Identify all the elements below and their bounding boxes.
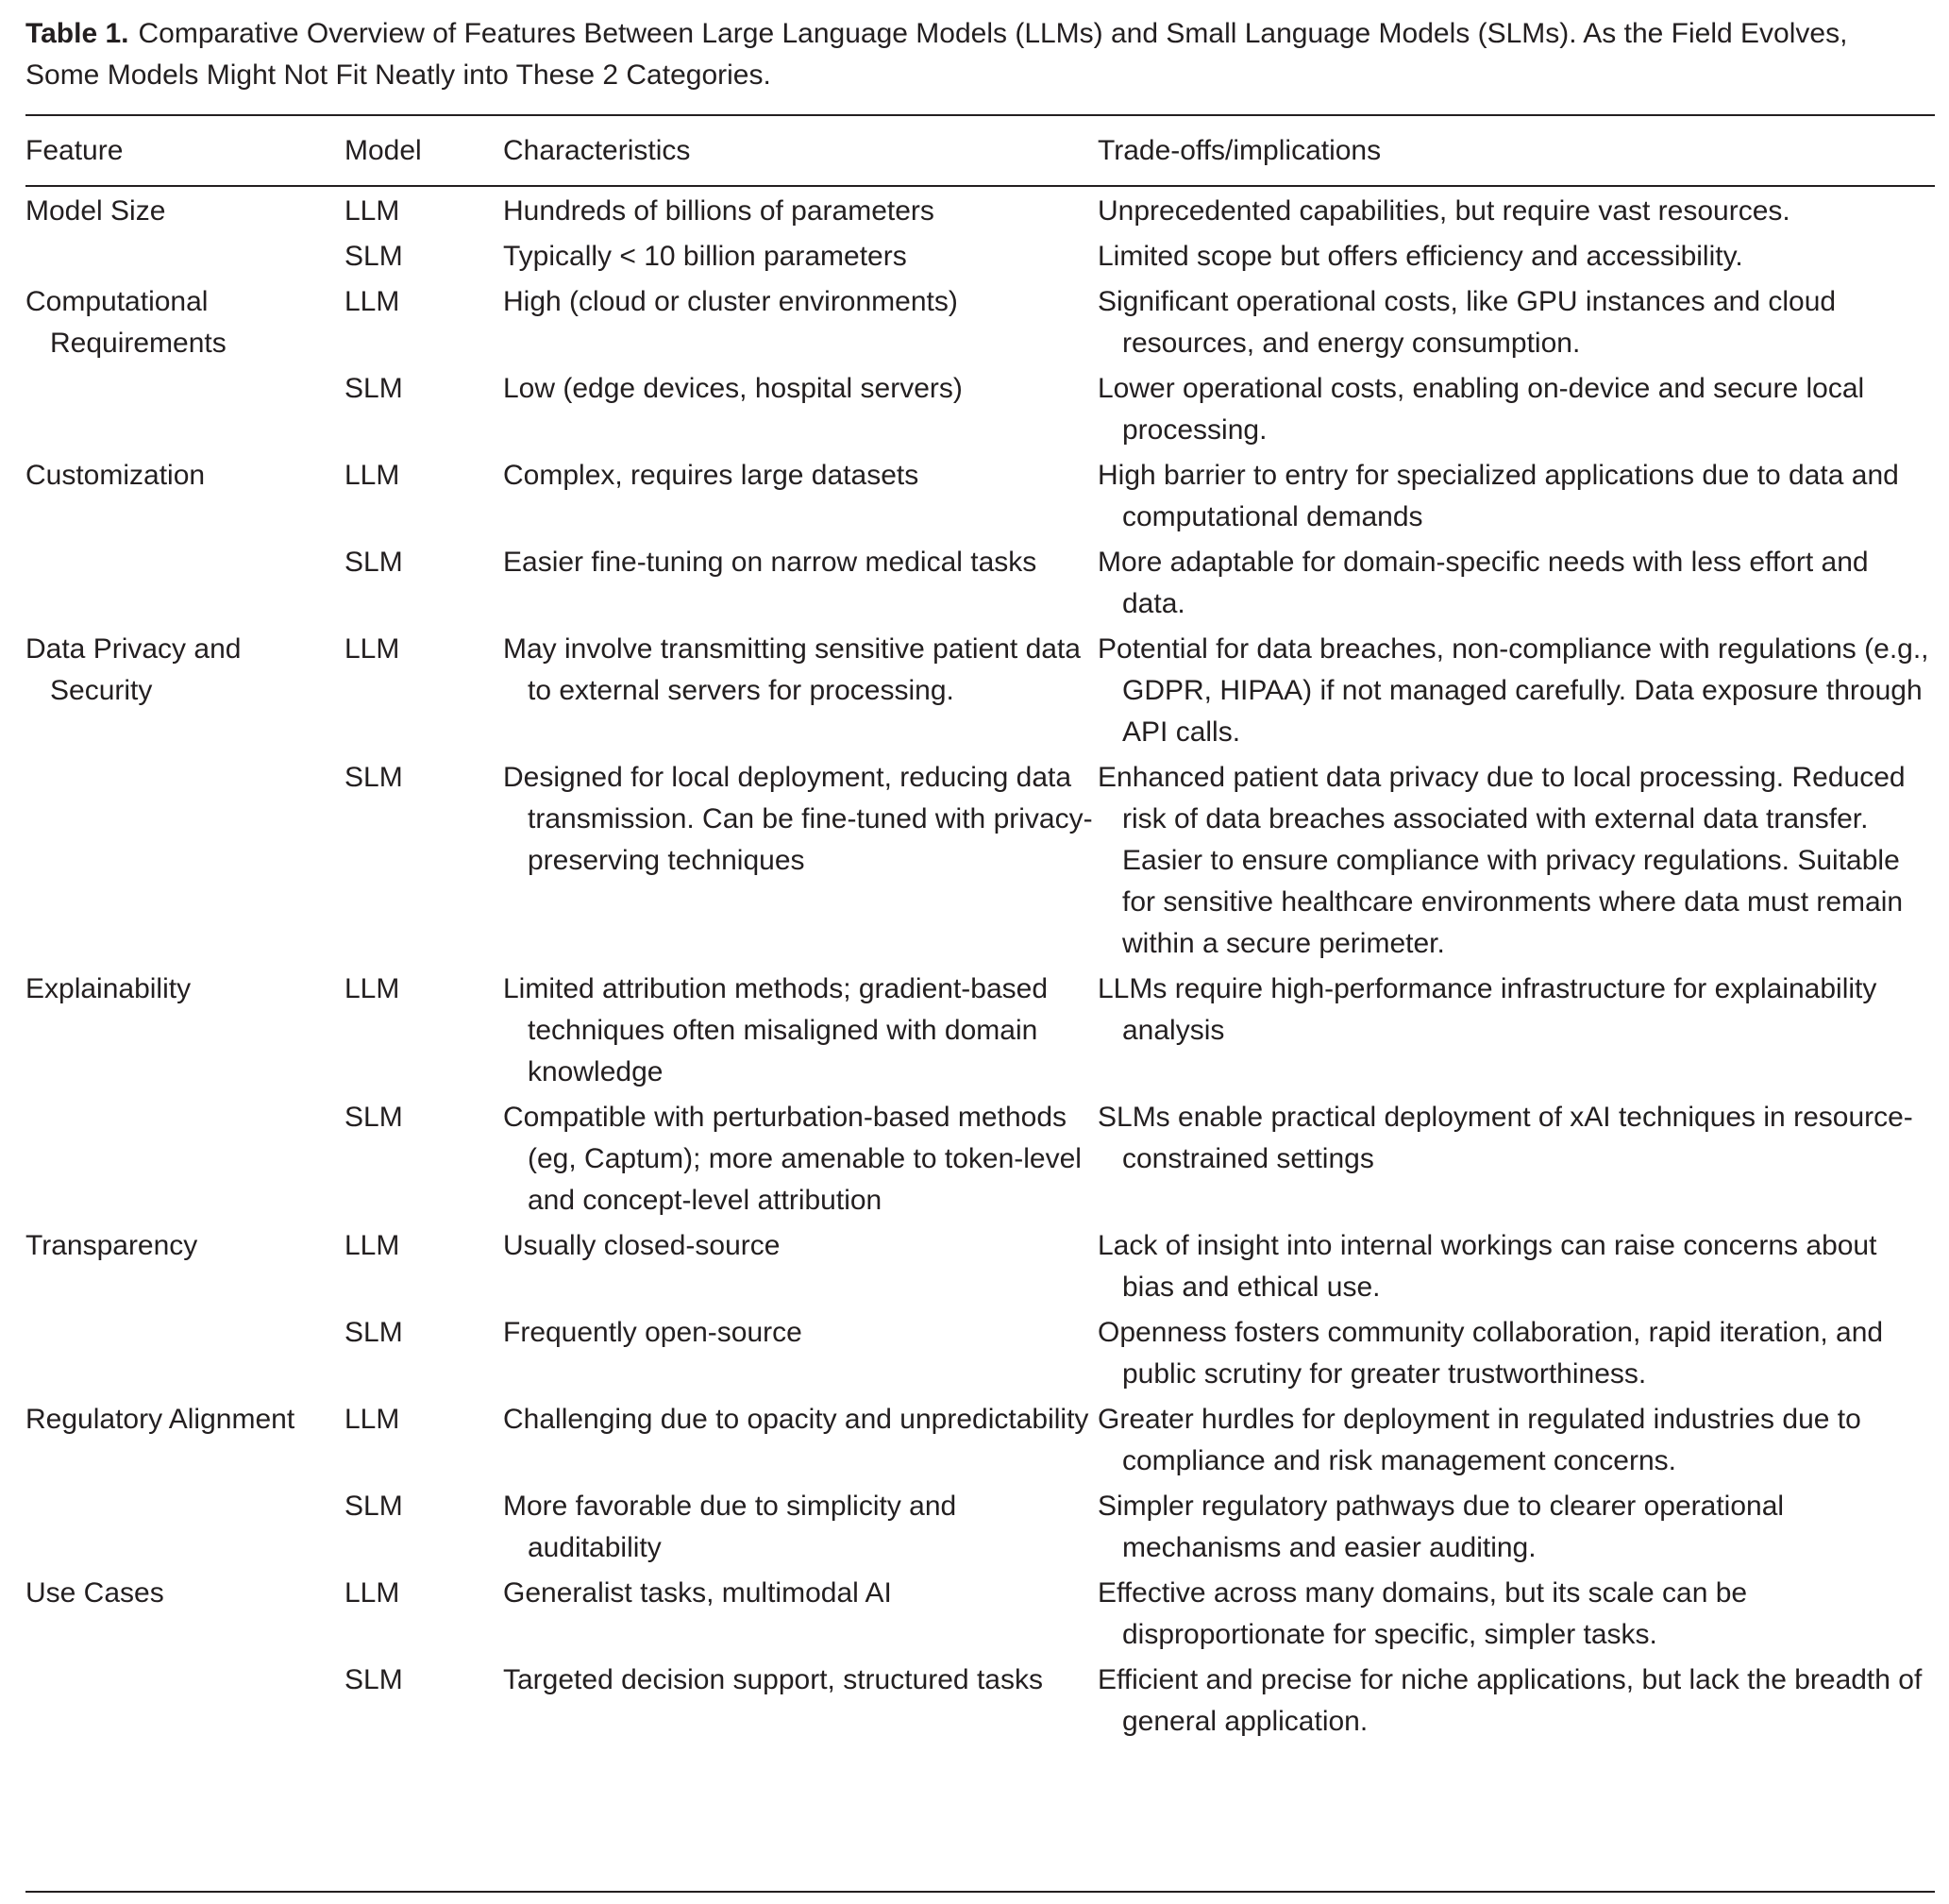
cell-characteristics: Low (edge devices, hospital servers) (503, 373, 963, 404)
table-row (25, 1660, 1935, 1746)
cell-tradeoffs: Potential for data breaches, non-compliance with regulations (e.g., GDPR, HIPAA) if not managed carefully. Data exposure through API calls. (1098, 633, 1929, 748)
cell-tradeoffs: Enhanced patient data privacy due to local processing. Reduced risk of data breaches associated with external data transfer. Easier to ensure compliance with privacy regulations. Suitable for sensitive healthcare environments where data must remain within a secure perimeter. (1098, 762, 1906, 959)
header-feature: Feature (25, 135, 124, 166)
cell-tradeoffs: More adaptable for domain-specific needs with less effort and data. (1098, 547, 1869, 619)
cell-tradeoffs: Effective across many domains, but its scale can be disproportionate for specific, simpler tasks. (1098, 1577, 1748, 1650)
cell-feature (25, 1486, 344, 1569)
cell-feature: Data Privacy and Security (25, 633, 242, 706)
cell-model: LLM (344, 286, 400, 317)
cell-tradeoffs: LLMs require high-performance infrastructure for explainability analysis (1098, 973, 1877, 1046)
cell-model: SLM (344, 1102, 403, 1133)
cell-characteristics: Hundreds of billions of parameters (503, 195, 934, 227)
cell-characteristics: More favorable due to simplicity and auditability (503, 1491, 957, 1563)
cell-feature: Explainability (25, 973, 192, 1004)
cell-model: LLM (344, 1230, 400, 1261)
table-label: Table 1. (25, 18, 129, 49)
cell-model: SLM (344, 373, 403, 404)
top-rule (25, 114, 1935, 116)
cell-feature: Model Size (25, 195, 166, 227)
cell-tradeoffs: Efficient and precise for niche applications, but lack the breadth of general application. (1098, 1664, 1923, 1737)
cell-characteristics: Limited attribution methods; gradient-based techniques often misaligned with domain knowledge (503, 973, 1049, 1087)
cell-characteristics: Challenging due to opacity and unpredictability (503, 1404, 1089, 1435)
cell-tradeoffs: SLMs enable practical deployment of xAI techniques in resource-constrained settings (1098, 1102, 1913, 1174)
table-row (25, 236, 1935, 281)
header-characteristics: Characteristics (503, 135, 691, 166)
cell-model: LLM (344, 195, 400, 227)
table-row (25, 281, 1935, 368)
cell-feature: Use Cases (25, 1577, 164, 1609)
cell-model: SLM (344, 1317, 403, 1348)
cell-tradeoffs: Greater hurdles for deployment in regulated industries due to compliance and risk management concerns. (1098, 1404, 1861, 1476)
cell-feature: Computational Requirements (25, 286, 227, 359)
table-caption (25, 13, 1923, 96)
cell-tradeoffs: Unprecedented capabilities, but require vast resources. (1098, 195, 1790, 227)
cell-model: LLM (344, 973, 400, 1004)
table-row (25, 1399, 1935, 1486)
table-row (25, 1312, 1935, 1399)
header-model: Model (344, 135, 422, 166)
cell-characteristics: Compatible with perturbation-based methods (eg, Captum); more amenable to token-level and concept-level attribution (503, 1102, 1082, 1216)
cell-feature: Customization (25, 460, 206, 491)
table-row (25, 542, 1935, 629)
cell-feature (25, 1312, 344, 1395)
table-row (25, 1573, 1935, 1660)
bottom-rule (25, 1891, 1935, 1893)
table-header-row (25, 123, 1935, 179)
table-row (25, 1225, 1935, 1312)
cell-model: SLM (344, 547, 403, 578)
cell-tradeoffs: Openness fosters community collaboration, rapid iteration, and public scrutiny for greater trustworthiness. (1098, 1317, 1884, 1390)
cell-characteristics: Typically < 10 billion parameters (503, 241, 907, 272)
header-rule (25, 185, 1935, 187)
cell-model: LLM (344, 460, 400, 491)
cell-model: SLM (344, 762, 403, 793)
cell-feature (25, 757, 344, 965)
cell-feature (25, 1097, 344, 1222)
cell-model: LLM (344, 633, 400, 665)
header-tradeoffs: Trade-offs/implications (1098, 135, 1382, 166)
cell-feature (25, 1660, 344, 1743)
caption-text: Comparative Overview of Features Between Large Language Models (LLMs) and Small Language Models (SLMs). As the Field Evolves, Some Models Might Not Fit Neatly into These 2 Categories. (25, 18, 1848, 91)
cell-characteristics: High (cloud or cluster environments) (503, 286, 958, 317)
cell-characteristics: Frequently open-source (503, 1317, 802, 1348)
table-row (25, 757, 1935, 969)
cell-model: SLM (344, 241, 403, 272)
cell-feature (25, 542, 344, 625)
table-row (25, 1097, 1935, 1225)
cell-feature (25, 236, 344, 278)
cell-model: LLM (344, 1404, 400, 1435)
cell-characteristics: Targeted decision support, structured tasks (503, 1664, 1043, 1695)
cell-tradeoffs: Simpler regulatory pathways due to clearer operational mechanisms and easier auditing. (1098, 1491, 1785, 1563)
cell-feature (25, 368, 344, 451)
table-row (25, 455, 1935, 542)
table-row (25, 191, 1935, 236)
cell-characteristics: Easier fine-tuning on narrow medical tasks (503, 547, 1037, 578)
cell-tradeoffs: High barrier to entry for specialized applications due to data and computational demands (1098, 460, 1899, 532)
table-body (25, 191, 1935, 1746)
cell-tradeoffs: Limited scope but offers efficiency and accessibility. (1098, 241, 1743, 272)
cell-tradeoffs: Lack of insight into internal workings can raise concerns about bias and ethical use. (1098, 1230, 1877, 1303)
cell-characteristics: Complex, requires large datasets (503, 460, 919, 491)
cell-characteristics: Designed for local deployment, reducing data transmission. Can be fine-tuned with privacy-preserving techniques (503, 762, 1093, 876)
cell-tradeoffs: Significant operational costs, like GPU instances and cloud resources, and energy consumption. (1098, 286, 1837, 359)
cell-feature: Transparency (25, 1230, 198, 1261)
cell-characteristics: May involve transmitting sensitive patient data to external servers for processing. (503, 633, 1081, 706)
cell-model: SLM (344, 1491, 403, 1522)
cell-characteristics: Usually closed-source (503, 1230, 781, 1261)
cell-model: LLM (344, 1577, 400, 1609)
table-row (25, 629, 1935, 757)
cell-characteristics: Generalist tasks, multimodal AI (503, 1577, 892, 1609)
cell-feature: Regulatory Alignment (25, 1404, 295, 1435)
cell-tradeoffs: Lower operational costs, enabling on-device and secure local processing. (1098, 373, 1865, 446)
table-row (25, 969, 1935, 1097)
cell-model: SLM (344, 1664, 403, 1695)
table-row (25, 1486, 1935, 1573)
table-row (25, 368, 1935, 455)
